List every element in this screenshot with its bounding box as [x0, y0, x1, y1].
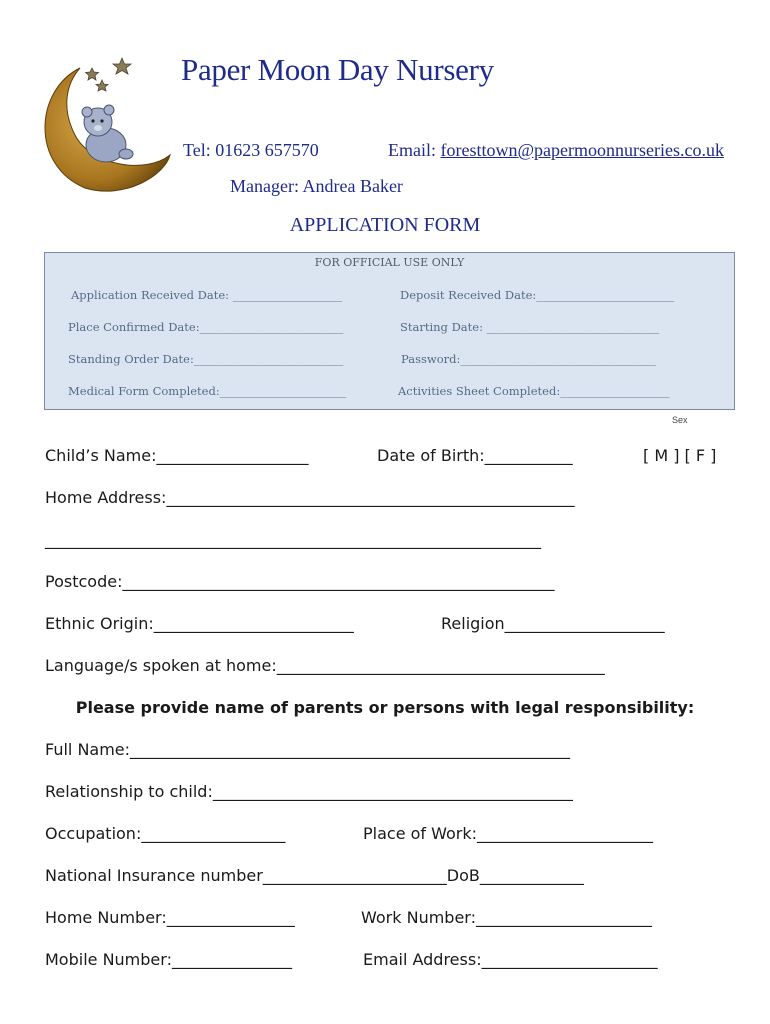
email-label: Email: — [388, 140, 441, 160]
childs-name-field[interactable]: Child’s Name:___________________ — [45, 446, 309, 465]
place-confirmed-date-field[interactable]: Place Confirmed Date:_________________________ — [68, 320, 344, 334]
sex-options[interactable]: [ M ] [ F ] — [643, 446, 717, 465]
place-of-work-field[interactable]: Place of Work:______________________ — [363, 824, 654, 843]
password-field[interactable]: Password:__________________________________ — [401, 352, 656, 366]
relationship-field[interactable]: Relationship to child:_____________________________________________ — [45, 782, 573, 801]
teddy-bear-icon — [82, 105, 133, 162]
form-title: APPLICATION FORM — [289, 214, 481, 236]
postcode-field[interactable]: Postcode:______________________________________________________ — [45, 572, 555, 591]
manager: Manager: Andrea Baker — [230, 176, 403, 196]
parent-full-name-field[interactable]: Full Name:_______________________________________________________ — [45, 740, 571, 759]
nursery-title: Paper Moon Day Nursery — [181, 52, 494, 87]
application-received-date-field[interactable]: Application Received Date: ___________________ — [71, 288, 342, 302]
telephone: Tel: 01623 657570 — [183, 140, 319, 160]
activities-sheet-completed-field[interactable]: Activities Sheet Completed:___________________ — [398, 384, 670, 398]
star-icon — [86, 68, 99, 80]
religion-field[interactable]: Religion____________________ — [441, 614, 665, 633]
home-number-field[interactable]: Home Number:________________ — [45, 908, 295, 927]
starting-date-field[interactable]: Starting Date: ______________________________ — [400, 320, 660, 334]
paper-moon-logo — [30, 50, 180, 195]
star-icon — [113, 58, 131, 74]
sex-label: Sex — [672, 415, 688, 425]
official-use-box — [44, 252, 735, 410]
email-link[interactable]: foresttown@papermoonnurseries.co.uk — [440, 140, 724, 160]
ethnic-origin-field[interactable]: Ethnic Origin:_________________________ — [45, 614, 354, 633]
standing-order-date-field[interactable]: Standing Order Date:__________________________ — [68, 352, 344, 366]
medical-form-completed-field[interactable]: Medical Form Completed:______________________ — [68, 384, 347, 398]
mobile-number-field[interactable]: Mobile Number:_______________ — [45, 950, 292, 969]
national-insurance-dob-field[interactable]: National Insurance number_______________________DoB_____________ — [45, 866, 584, 885]
email-line — [388, 140, 724, 161]
parents-heading: Please provide name of parents or persons with legal responsibility: — [75, 698, 695, 717]
home-address-field[interactable]: Home Address:___________________________________________________ — [45, 488, 575, 507]
languages-spoken-field[interactable]: Language/s spoken at home:_________________________________________ — [45, 656, 605, 675]
date-of-birth-field[interactable]: Date of Birth:___________ — [377, 446, 573, 465]
work-number-field[interactable]: Work Number:______________________ — [361, 908, 652, 927]
official-use-heading: FOR OFFICIAL USE ONLY — [314, 256, 465, 269]
star-icon — [96, 80, 108, 91]
email-address-field[interactable]: Email Address:______________________ — [363, 950, 658, 969]
deposit-received-date-field[interactable]: Deposit Received Date:________________________ — [400, 288, 675, 302]
home-address-line2-field[interactable]: ______________________________________________________________ — [45, 530, 541, 549]
occupation-field[interactable]: Occupation:__________________ — [45, 824, 286, 843]
